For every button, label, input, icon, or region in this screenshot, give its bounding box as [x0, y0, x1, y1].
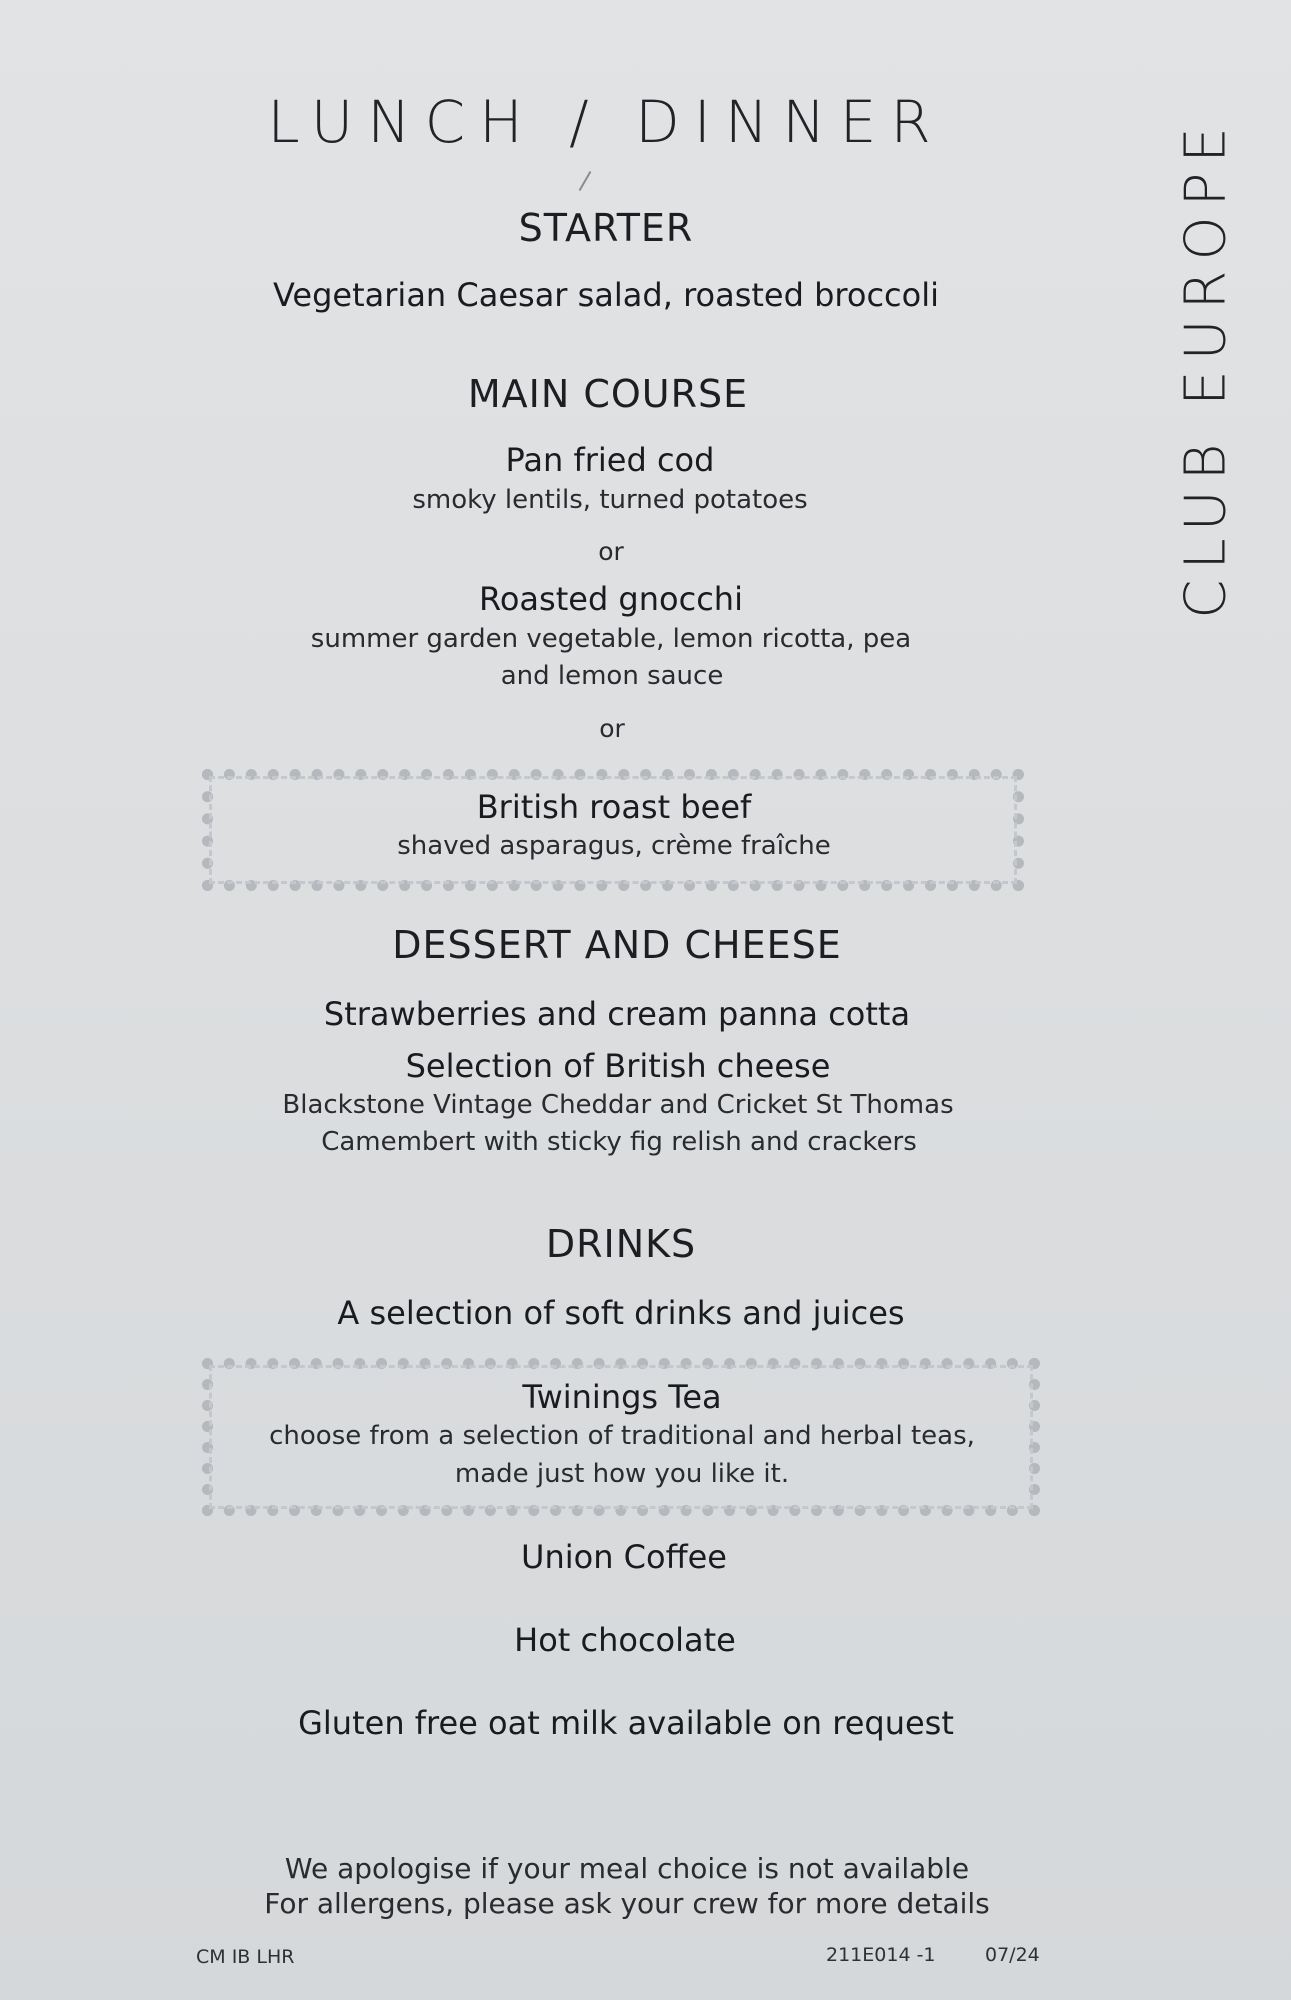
- main-dish-gnocchi-desc-2: and lemon sauce: [500, 661, 724, 691]
- main-dish-beef-name: British roast beef: [476, 788, 752, 826]
- or-separator-1: or: [598, 537, 624, 566]
- drinks-oat-milk: Gluten free oat milk available on request: [298, 1704, 954, 1742]
- footer-code-left: CM IB LHR: [196, 1946, 295, 1968]
- footer-apology: We apologise if your meal choice is not available: [284, 1852, 970, 1885]
- dessert-item-panna-cotta: Strawberries and cream panna cotta: [323, 995, 911, 1033]
- starter-heading: STARTER: [518, 206, 694, 250]
- main-dish-gnocchi-name: Roasted gnocchi: [479, 580, 743, 618]
- pen-mark: [579, 171, 592, 191]
- footer-code-mid: 211E014 -1: [826, 1944, 936, 1966]
- drinks-item-soft-drinks: A selection of soft drinks and juices: [337, 1294, 905, 1332]
- drinks-tea-desc-1: choose from a selection of traditional and herbal teas,: [269, 1421, 975, 1451]
- main-course-heading: MAIN COURSE: [467, 372, 749, 416]
- drinks-tea-desc-2: made just how you like it.: [454, 1459, 790, 1489]
- dessert-heading: DESSERT AND CHEESE: [392, 923, 842, 967]
- drinks-tea-name: Twinings Tea: [522, 1378, 722, 1416]
- footer-code-date: 07/24: [985, 1944, 1040, 1966]
- dessert-item-cheese: Selection of British cheese: [405, 1047, 831, 1085]
- dessert-cheese-desc-1: Blackstone Vintage Cheddar and Cricket St Thomas: [282, 1090, 954, 1120]
- drinks-heading: DRINKS: [545, 1222, 697, 1266]
- dessert-cheese-desc-2: Camembert with sticky fig relish and crackers: [321, 1127, 917, 1157]
- drinks-hot-chocolate: Hot chocolate: [514, 1621, 736, 1659]
- or-separator-2: or: [599, 714, 625, 743]
- club-europe-label: CLUB EUROPE: [1173, 117, 1239, 619]
- menu-title: LUNCH / DINNER: [267, 88, 945, 156]
- main-dish-cod-name: Pan fried cod: [505, 441, 715, 479]
- drinks-coffee: Union Coffee: [521, 1538, 727, 1576]
- footer-allergens: For allergens, please ask your crew for more details: [264, 1887, 990, 1920]
- starter-dish: Vegetarian Caesar salad, roasted broccoli: [273, 276, 939, 314]
- main-dish-beef-desc: shaved asparagus, crème fraîche: [397, 831, 831, 861]
- main-dish-cod-desc: smoky lentils, turned potatoes: [412, 485, 808, 515]
- main-dish-gnocchi-desc-1: summer garden vegetable, lemon ricotta, pea: [310, 624, 912, 654]
